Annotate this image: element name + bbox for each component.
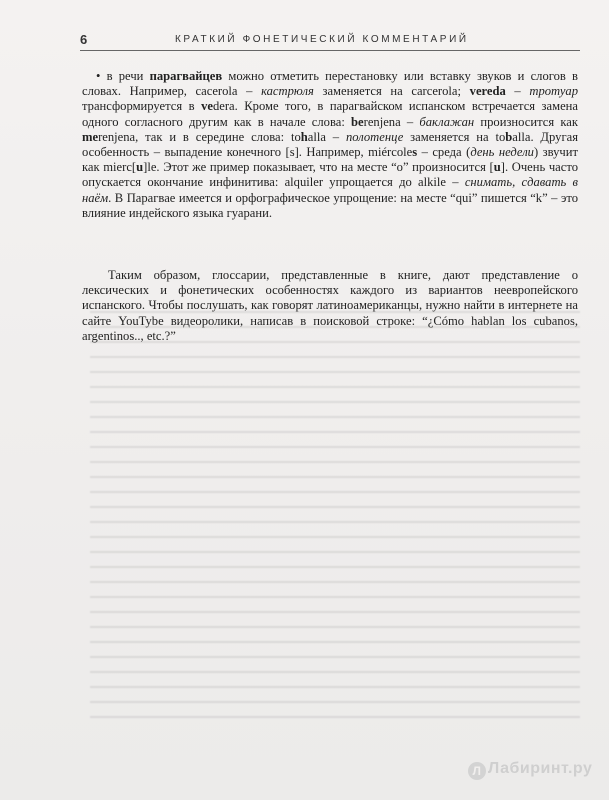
text-span: . В Парагвае имеется и орфографическое упрощение: на месте “qui” пишется “k” – это влияние индейского языка гуарани. — [82, 190, 578, 220]
paragraph-paraguay — [82, 69, 578, 221]
text-span: можно отметить перестановку или вставку звуков и слогов в словах. Например, cacerola – — [82, 69, 578, 99]
text-span: – — [505, 84, 530, 99]
emphasis-bold: me — [82, 129, 99, 144]
bullet: • — [96, 69, 101, 83]
emphasis-bold: h — [300, 129, 308, 144]
running-title: КРАТКИЙ ФОНЕТИЧЕСКИЙ КОММЕНТАРИЙ — [175, 34, 469, 45]
show-through-text — [90, 302, 580, 722]
emphasis-bold: vereda — [469, 84, 506, 99]
text-span: ) звучит как mierc[ — [82, 145, 579, 175]
emphasis-bold: s — [412, 145, 418, 160]
text-span: заменяется на carcerola; — [313, 84, 470, 99]
page-number: 6 — [80, 32, 88, 47]
translation-italic: тротуар — [529, 84, 579, 99]
watermark-text: Лабиринт.ру — [488, 760, 593, 777]
text-span: трансформируется в — [82, 99, 202, 114]
emphasis-bold: be — [351, 114, 364, 129]
text-span: alla – — [307, 129, 346, 144]
emphasis-bold: u — [136, 160, 144, 175]
text-span: – среда ( — [417, 145, 471, 160]
text-span: ]. Очень часто опускается окончание инфинитива: alquiler упрощается до alkile – — [82, 160, 578, 190]
text-span: renjena, так и в середине слова: to — [98, 129, 301, 144]
translation-italic: снимать, сдавать в наём — [82, 175, 578, 205]
page-header — [80, 28, 580, 50]
text-span: в речи — [100, 69, 150, 83]
emphasis-bold: b — [505, 129, 513, 144]
translation-italic: день недели — [470, 145, 534, 160]
text-span: dera — [212, 99, 235, 114]
text-span: ]le. Этот же пример показывает, что на месте “o” произносится [ — [143, 160, 494, 175]
labirint-logo-icon: Л — [468, 762, 486, 780]
text-span: alla. Другая особенность – выпадение конечного [s]. Например, miércole — [82, 129, 578, 160]
text-span: произносится как — [474, 114, 578, 129]
text-span: renjena – — [363, 114, 420, 129]
watermark — [468, 760, 592, 780]
emphasis-bold: ve — [201, 99, 213, 114]
translation-italic: кастрюля — [261, 84, 314, 99]
text-span: . Кроме того, в парагвайском испанском встречается замена одного согласного другим как в начале слова: — [82, 99, 579, 129]
emphasis-bold: u — [493, 160, 501, 175]
emphasis-bold: парагвайцев — [149, 69, 223, 83]
header-rule — [80, 50, 580, 51]
translation-italic: полотенце — [345, 129, 404, 144]
translation-italic: баклажан — [419, 114, 475, 129]
paragraph-conclusion: Таким образом, глоссарии, представленные в книге, дают представление о лексических и фонетических особенностях каждого из вариантов неевропейского испанского. Чтобы послушать, как говорят латиноамериканцы, нужно найти в интернете на сайте YouTybe видеоролики, написав в поисковой строке: “¿Cómo hablan los cubanos, argentinos.., etc.?” — [82, 268, 578, 343]
text-span: заменяется на to — [403, 129, 506, 144]
